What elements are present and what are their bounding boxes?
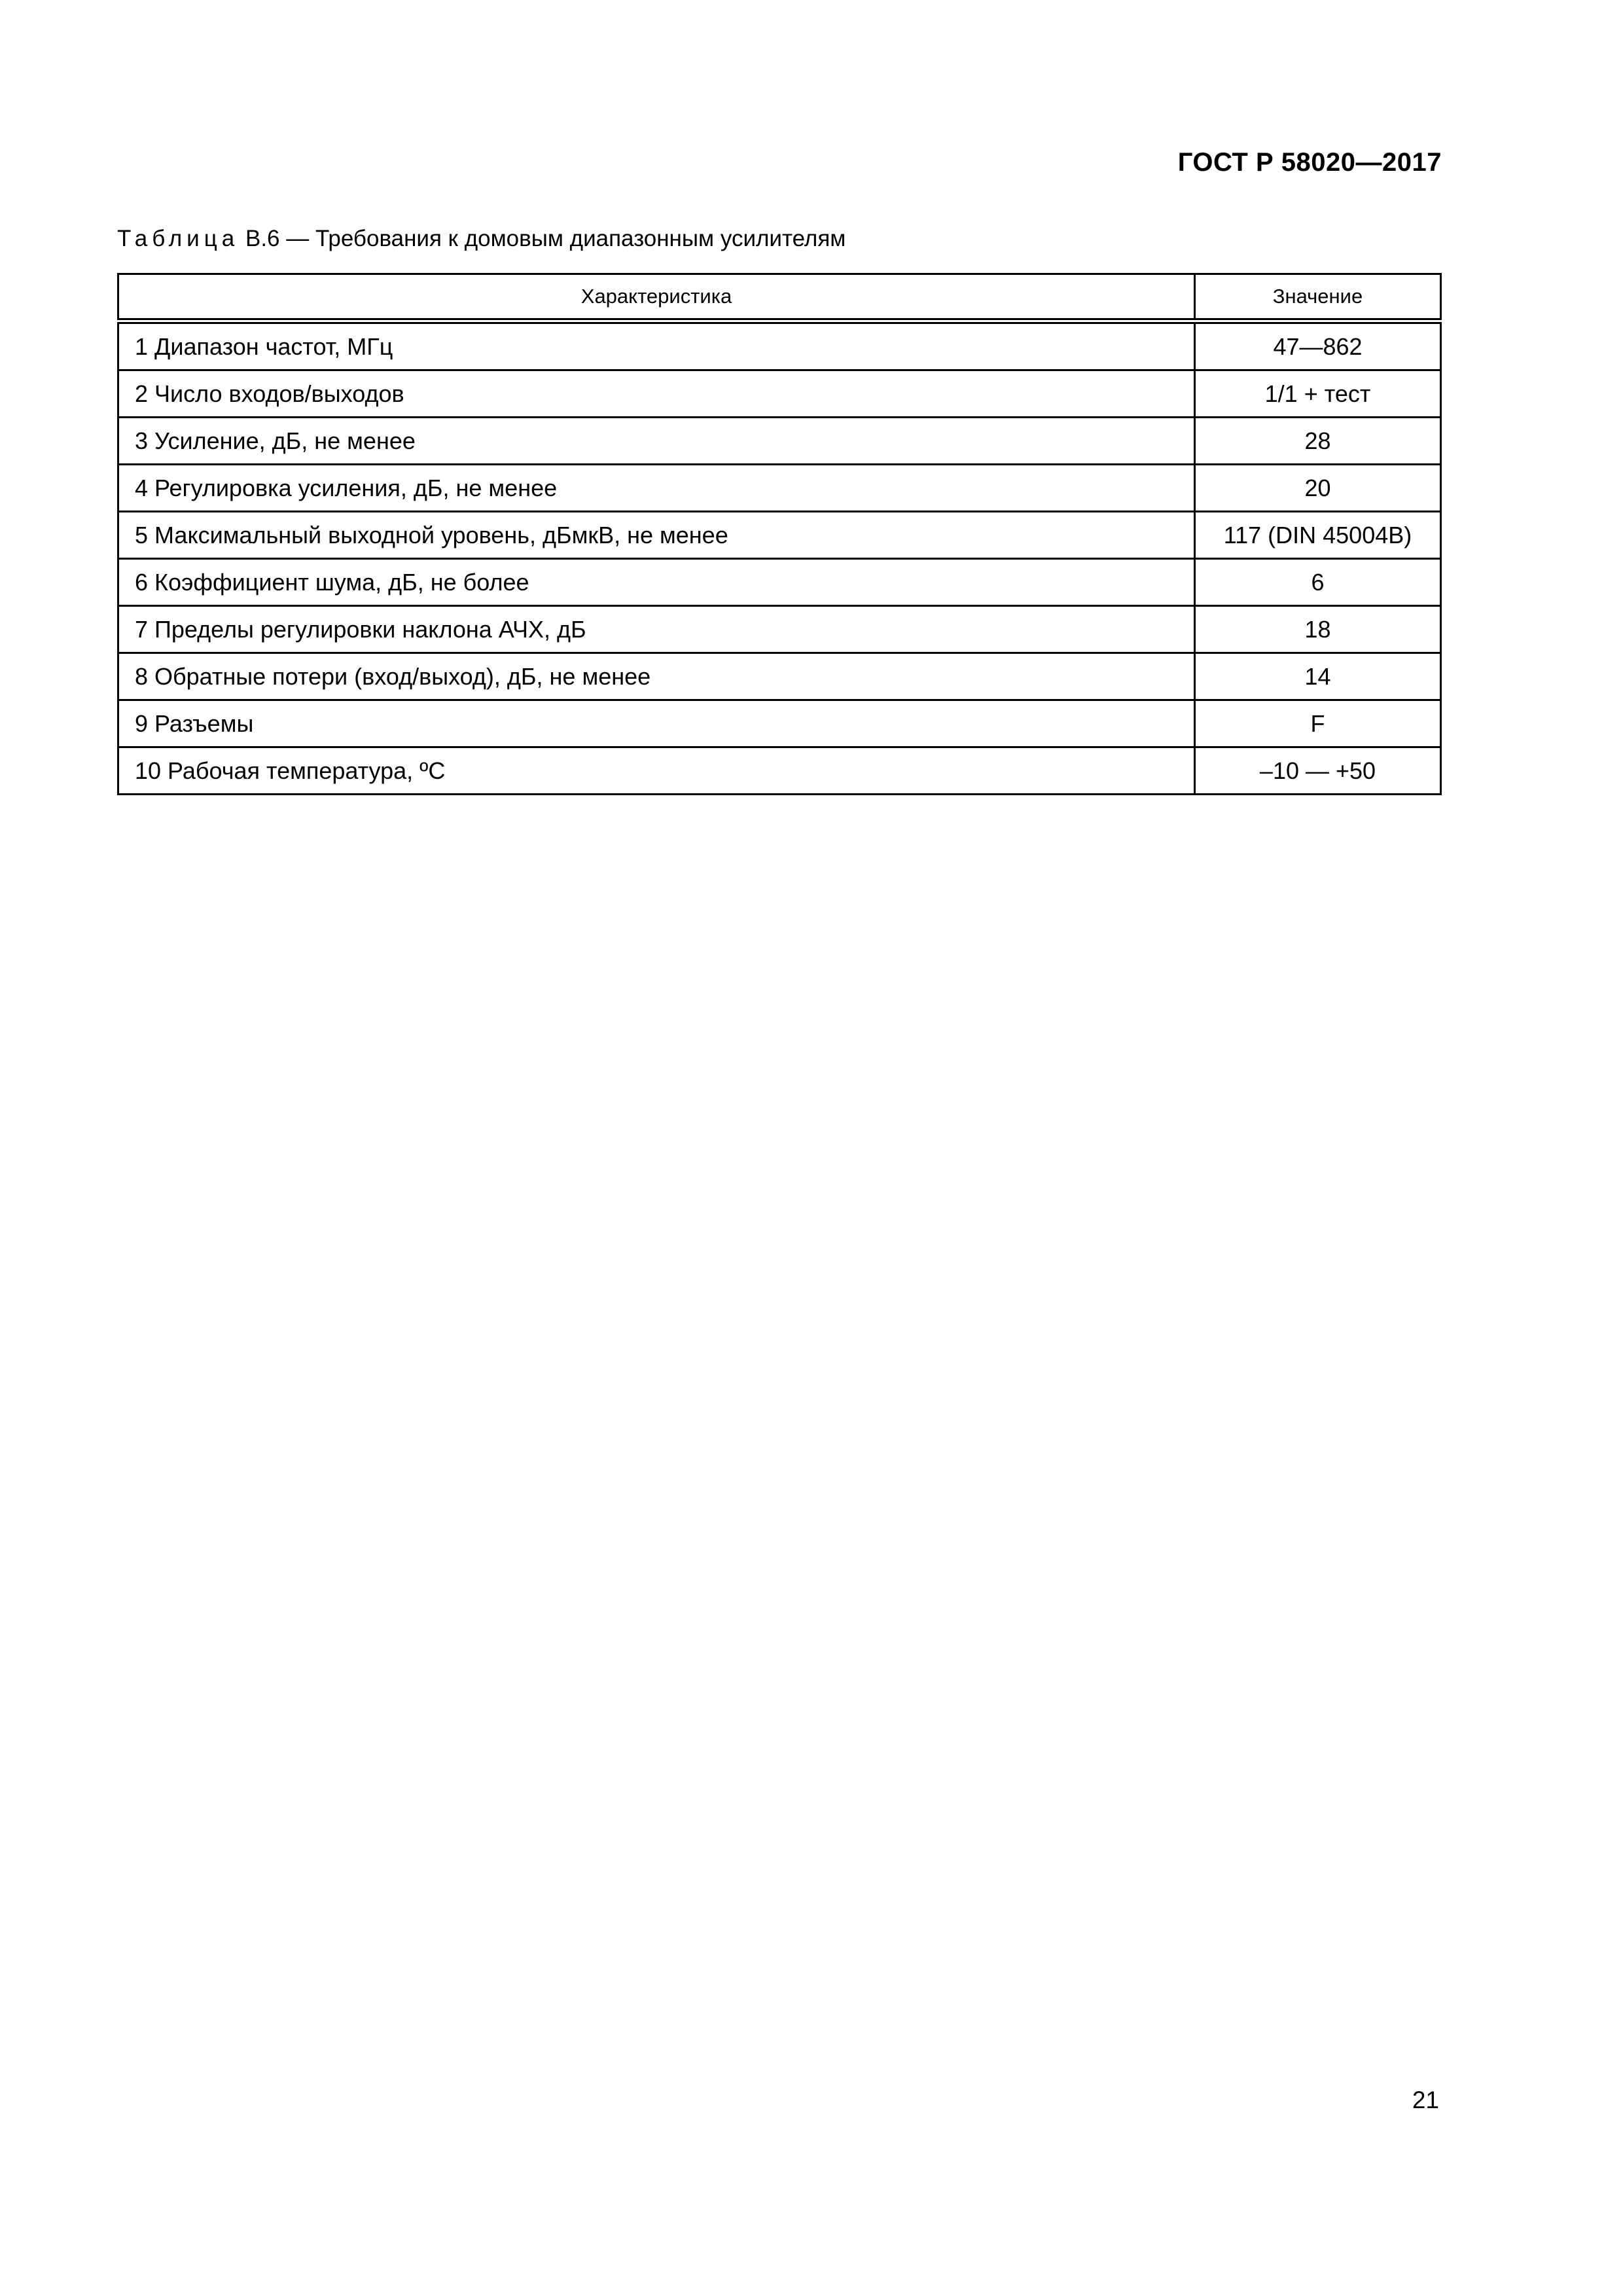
cell-value: 1/1 + тест [1195, 370, 1441, 418]
cell-value: 6 [1195, 559, 1441, 606]
cell-value: –10 — +50 [1195, 747, 1441, 795]
table-caption-title: — Требования к домовым диапазонным усилителям [286, 226, 846, 251]
table-header-row [118, 274, 1441, 321]
cell-characteristic: 7 Пределы регулировки наклона АЧХ, дБ [118, 606, 1195, 653]
cell-value: 117 (DIN 45004B) [1195, 512, 1441, 559]
cell-characteristic: 6 Коэффициент шума, дБ, не более [118, 559, 1195, 606]
cell-characteristic: 8 Обратные потери (вход/выход), дБ, не менее [118, 653, 1195, 700]
column-header-value: Значение [1195, 274, 1441, 321]
cell-characteristic: 5 Максимальный выходной уровень, дБмкВ, не менее [118, 512, 1195, 559]
table-caption [117, 226, 846, 252]
cell-characteristic: 9 Разъемы [118, 700, 1195, 747]
cell-characteristic: 3 Усиление, дБ, не менее [118, 418, 1195, 465]
table-row [118, 700, 1441, 747]
cell-value: 18 [1195, 606, 1441, 653]
table-row [118, 321, 1441, 370]
page-number: 21 [1412, 2087, 1439, 2113]
cell-characteristic: 10 Рабочая температура, ºС [118, 747, 1195, 795]
document-standard-header: ГОСТ Р 58020—2017 [1177, 148, 1442, 177]
cell-value: 28 [1195, 418, 1441, 465]
table-row [118, 370, 1441, 418]
cell-characteristic: 2 Число входов/выходов [118, 370, 1195, 418]
table-row [118, 559, 1441, 606]
table-row [118, 465, 1441, 512]
table-row [118, 418, 1441, 465]
cell-value: 14 [1195, 653, 1441, 700]
cell-characteristic: 4 Регулировка усиления, дБ, не менее [118, 465, 1195, 512]
cell-value: F [1195, 700, 1441, 747]
table-caption-label: Таблица [117, 226, 240, 251]
cell-value: 20 [1195, 465, 1441, 512]
table-row [118, 747, 1441, 795]
column-header-characteristic: Характеристика [118, 274, 1195, 321]
cell-value: 47—862 [1195, 321, 1441, 370]
table-row [118, 606, 1441, 653]
table-caption-number: В.6 [245, 226, 280, 251]
requirements-table [117, 273, 1442, 795]
table-row [118, 653, 1441, 700]
cell-characteristic: 1 Диапазон частот, МГц [118, 321, 1195, 370]
table-row [118, 512, 1441, 559]
